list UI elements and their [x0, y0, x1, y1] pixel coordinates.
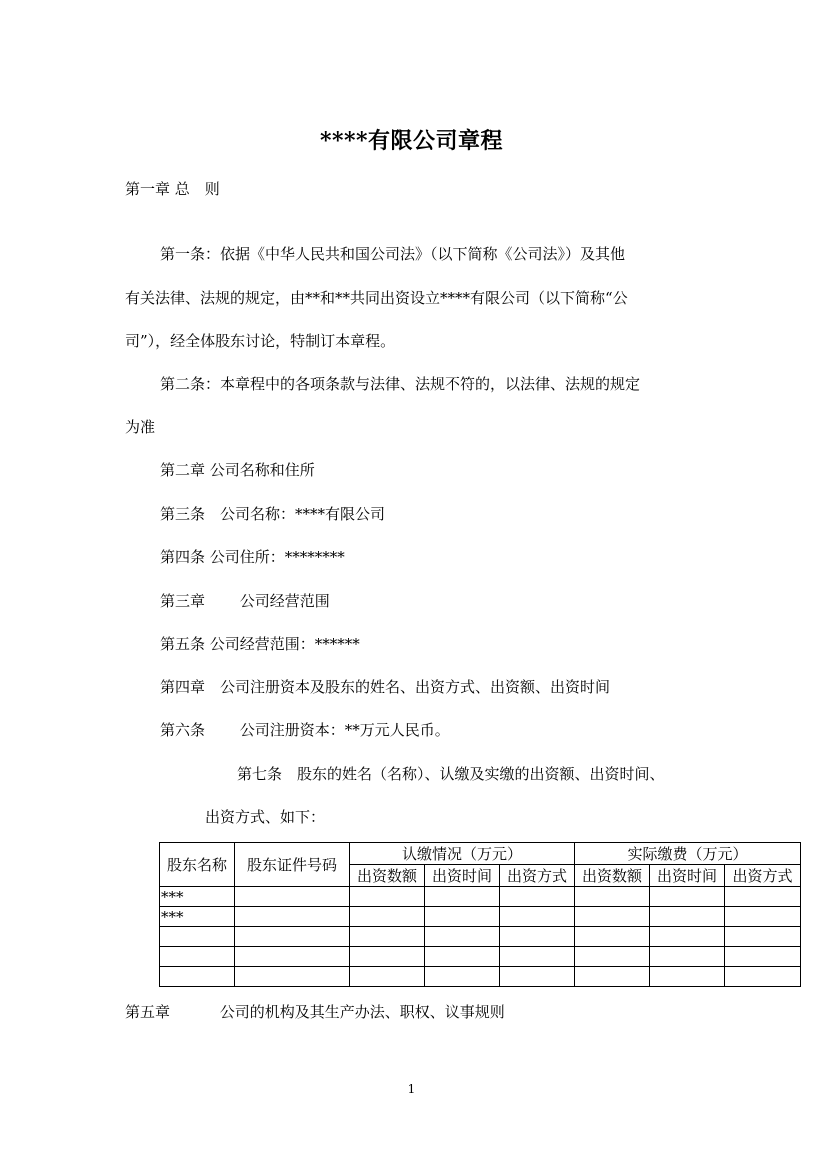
page-number: 1: [407, 1082, 416, 1096]
header-shareholder-id: 股东证件号码: [235, 843, 350, 887]
table-cell: [575, 967, 650, 987]
table-cell: [725, 967, 801, 987]
table-cell: [725, 927, 801, 947]
article-3: 第三条 公司名称：****有限公司: [160, 505, 386, 523]
document-title: ****有限公司章程: [319, 128, 504, 154]
table-cell: [235, 927, 350, 947]
article-1-line-3: 司”），经全体股东讨论，特制订本章程。: [125, 332, 396, 350]
table-cell: [725, 947, 801, 967]
table-cell: [160, 967, 235, 987]
article-1-line-1: 第一条：依据《中华人民共和国公司法》（以下简称《公司法》）及其他: [160, 245, 626, 263]
table-row: [160, 927, 801, 947]
table-cell: [425, 887, 500, 907]
table-cell: [650, 967, 725, 987]
table-cell: [500, 927, 575, 947]
article-4: 第四条 公司住所：********: [160, 548, 345, 566]
table-cell: [500, 947, 575, 967]
table-cell: [725, 887, 801, 907]
subheader-paid-time: 出资时间: [650, 865, 725, 887]
article-7-line-1: 第七条 股东的姓名（名称）、认缴及实缴的出资额、出资时间、: [237, 765, 665, 783]
subheader-paid-method: 出资方式: [725, 865, 801, 887]
article-5: 第五条 公司经营范围：******: [160, 635, 360, 653]
table-cell: [650, 927, 725, 947]
chapter-3-heading: 第三章 公司经营范围: [160, 592, 330, 610]
subheader-subscribed-amount: 出资数额: [350, 865, 425, 887]
table-body: [160, 887, 801, 987]
table-cell: [350, 887, 425, 907]
table-cell: [350, 927, 425, 947]
header-paid-group: 实际缴费（万元）: [575, 843, 801, 865]
table-header-row: [160, 843, 801, 865]
table-cell: ***: [160, 887, 235, 907]
table-cell: [160, 947, 235, 967]
table-cell: [235, 967, 350, 987]
table-cell: [425, 967, 500, 987]
table-cell: [425, 947, 500, 967]
table-cell: ***: [160, 907, 235, 927]
chapter-1-heading: 第一章 总 则: [125, 180, 220, 198]
table-cell: [575, 907, 650, 927]
table-cell: [235, 887, 350, 907]
header-subscribed-group: 认缴情况（万元）: [350, 843, 575, 865]
table-cell: [650, 887, 725, 907]
table-cell: [350, 907, 425, 927]
table-row: [160, 887, 801, 907]
table-cell: [650, 947, 725, 967]
table-row: [160, 907, 801, 927]
table-cell: [235, 907, 350, 927]
table-cell: [425, 927, 500, 947]
table-cell: [650, 907, 725, 927]
subheader-subscribed-time: 出资时间: [425, 865, 500, 887]
table-cell: [575, 947, 650, 967]
table-cell: [350, 947, 425, 967]
subheader-subscribed-method: 出资方式: [500, 865, 575, 887]
subheader-paid-amount: 出资数额: [575, 865, 650, 887]
table-cell: [500, 887, 575, 907]
table-cell: [350, 967, 425, 987]
chapter-2-heading: 第二章 公司名称和住所: [160, 461, 315, 479]
header-shareholder-name: 股东名称: [160, 843, 235, 887]
article-2-line-1: 第二条：本章程中的各项条款与法律、法规不符的，以法律、法规的规定: [160, 375, 641, 393]
table-cell: [725, 907, 801, 927]
table-cell: [500, 907, 575, 927]
chapter-5-heading: 第五章 公司的机构及其生产办法、职权、议事规则: [125, 1003, 505, 1021]
article-7-line-2: 出资方式、如下：: [205, 808, 326, 826]
article-1-line-2: 有关法律、法规的规定，由**和**共同出资设立****有限公司（以下简称“公: [125, 289, 628, 307]
article-2-line-2: 为准: [125, 418, 156, 436]
table-row: [160, 947, 801, 967]
shareholder-table: [159, 842, 801, 987]
chapter-4-heading: 第四章 公司注册资本及股东的姓名、出资方式、出资额、出资时间: [160, 678, 611, 696]
table-cell: [425, 907, 500, 927]
article-6: 第六条 公司注册资本：**万元人民币。: [160, 721, 450, 739]
table-cell: [575, 927, 650, 947]
table-row: [160, 967, 801, 987]
table-cell: [500, 967, 575, 987]
table-cell: [575, 887, 650, 907]
table-cell: [235, 947, 350, 967]
table-cell: [160, 927, 235, 947]
